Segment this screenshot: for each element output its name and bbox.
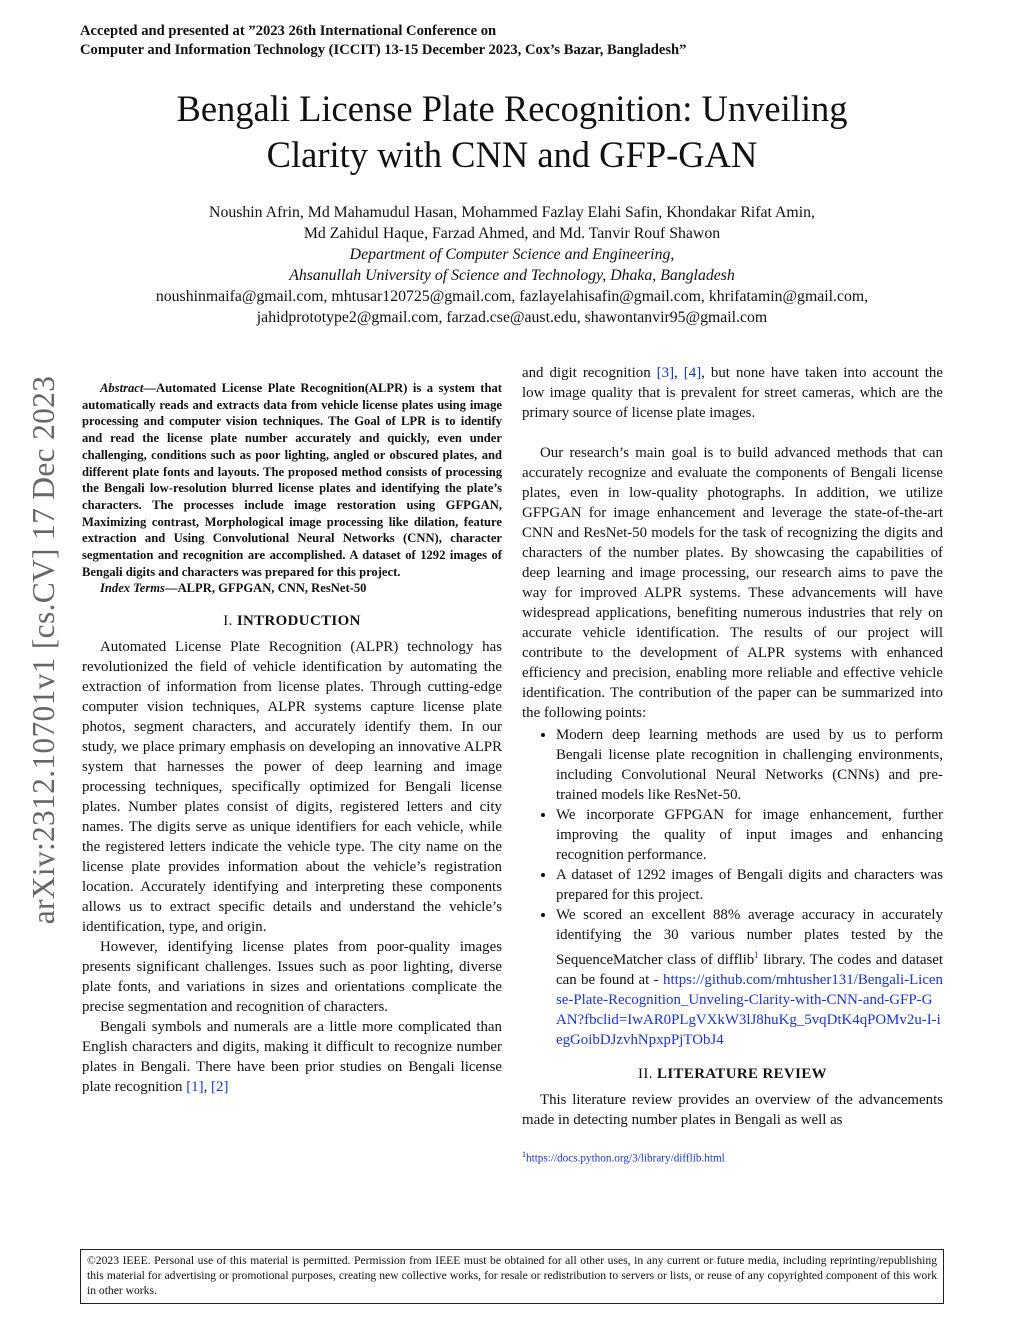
abstract-lead: Abstract [100, 381, 144, 395]
contribution-item-4-text: We scored an excellent 88% average accuracy in accurately identifying the 30 various number plates tested by the SequenceMatcher class of difflib [556, 907, 943, 968]
left-column [82, 380, 502, 1097]
conference-note-line2: Computer and Information Technology (ICCIT) 13-15 December 2023, Cox’s Bazar, Bangladesh” [80, 42, 687, 58]
section-title: INTRODUCTION [236, 613, 361, 630]
contribution-item-4-mid: library. The codes and dataset can be found at - [556, 951, 943, 988]
index-terms [82, 580, 502, 597]
citation-separator: , [203, 1079, 212, 1096]
abstract [82, 380, 502, 580]
paper-title [60, 86, 964, 178]
emails-line2: jahidprototype2@gmail.com, farzad.cse@aust.edu, shawontanvir95@gmail.com [256, 309, 768, 326]
citation-link-1[interactable]: [1] [186, 1079, 204, 1096]
research-goal-paragraph: Our research’s main goal is to build advanced methods that can accurately recognize and evaluate the components of Bengali license plates, even in low-quality photographs. In addition, we utilize GFPGAN for image enhancement and leverage the state-of-the-art CNN and ResNet-50 models for the task of recognizing the digits and characters of the number plates. By showcasing the capabilities of deep learning and image processing, our research aims to pave the way for improved ALPR systems. These advancements will have widespread applications, benefiting numerous industries that rely on accurate vehicle identification. The results of our project will contribute to the development of ALPR systems with enhanced efficiency and precision, enabling more reliable and effective vehicle identification. The contribution of the paper can be summarized into the following points: [522, 445, 943, 721]
citation-link-2[interactable]: [2] [211, 1079, 229, 1096]
index-terms-lead: Index Terms [100, 581, 165, 596]
contribution-item-1: • Modern deep learning methods are used by us to perform Bengali license plate recognition in challenging environments, including Convolutional Neural Networks (CNNs) and pre-trained models like ResNet-50. [556, 725, 943, 805]
contribution-item-4 [556, 905, 943, 1050]
conference-note-line1: Accepted and presented at ”2023 26th International Conference on [80, 23, 497, 39]
intro-paragraph-3 [82, 1017, 502, 1097]
continuation-start: and digit recognition [522, 365, 657, 381]
intro-continuation [522, 363, 943, 423]
department: Department of Computer Science and Engineering, [349, 246, 675, 263]
author-block [60, 202, 964, 328]
intro-paragraph-3-text: Bengali symbols and numerals are a little more complicated than English characters and digits, making it difficult to recognize number plates in Bengali. There have been prior studies on Bengali license plate recognition [82, 1019, 502, 1096]
author-names-line1: Noushin Afrin, Md Mahamudul Hasan, Mohammed Fazlay Elahi Safin, Khondakar Rifat Amin, [209, 204, 815, 221]
section-title: LITERATURE REVIEW [657, 1065, 827, 1082]
paper-title-line2: Clarity with CNN and GFP-GAN [266, 134, 758, 175]
footnote [522, 1148, 943, 1166]
paper-title-line1: Bengali License Plate Recognition: Unveiling [176, 88, 848, 129]
abstract-text: —Automated License Plate Recognition(ALPR) is a system that automatically reads and extracts data from vehicle license plates using image processing and computer vision techniques. The Goal of LPR is to identify and read the license plate number accurately and quickly, even under challenging, conditions such as poor lighting, angled or obscured plates, and different plate fonts and layouts. The proposed method consists of processing the Bengali low-resolution blurred license plates and identifying the plate’s characters. The processes include image restoration using GFPGAN, Maximizing contrast, Morphological image processing like dilation, feature extraction and Using Convolutional Neural Networks (CNN), character segmentation and recognition are accomplished. A dataset of 1292 images of Bengali digits and characters was prepared for this project. [82, 381, 502, 579]
footnote-mark[interactable]: 1 [754, 950, 759, 960]
section-heading-literature-review [522, 1064, 943, 1084]
citation-link-4[interactable]: [4] [683, 365, 702, 381]
index-terms-text: —ALPR, GFPGAN, CNN, ResNet-50 [164, 581, 367, 596]
arxiv-sidebar [22, 350, 66, 950]
contribution-item-3: • A dataset of 1292 images of Bengali digits and characters was prepared for this project. [556, 865, 943, 905]
section-heading-introduction [82, 611, 502, 631]
continuation-end: , but none have taken into account the low image quality that is prevalent for street cameras, which are the primary source of license plate images. [522, 365, 943, 421]
contribution-item-2: • We incorporate GFPGAN for image enhancement, further improving the quality of input images and enhancing recognition performance. [556, 805, 943, 865]
arxiv-identifier: arXiv:2312.10701v1 [cs.CV] 17 Dec 2023 [26, 375, 61, 925]
section-number: II. [638, 1065, 653, 1082]
emails-line1: noushinmaifa@gmail.com, mhtusar120725@gmail.com, fazlayelahisafin@gmail.com, khrifatamin@gmail.com, [155, 288, 869, 305]
intro-paragraph-1: Automated License Plate Recognition (ALPR) technology has revolutionized the field of vehicle identification by automating the extraction of information from license plates. Through cutting-edge computer vision techniques, ALPR systems capture license plate photos, segment characters, and accurately identify them. In our study, we place primary emphasis on developing an innovative ALPR system that harnesses the power of deep learning and image processing techniques, specifically optimized for Bengali license plates. Number plates consist of digits, registered letters and city names. The digits serve as unique identifiers for each vehicle, while the registered letters indicate the vehicle type. The city name on the license plate provides information about the vehicle’s registration location. Accurately identifying and interpreting these components allows us to extract specific details and understand the vehicle’s identification, type, and origin. [82, 639, 502, 936]
section-number: I. [223, 613, 233, 630]
citation-link-3[interactable]: [3] [656, 365, 675, 381]
conference-note [80, 22, 960, 60]
footnote-number: 1 [522, 1149, 526, 1159]
author-names-line2: Md Zahidul Haque, Farzad Ahmed, and Md. Tanvir Rouf Shawon [303, 225, 721, 242]
university: Ahsanullah University of Science and Technology, Dhaka, Bangladesh [289, 267, 735, 284]
difflib-doc-link[interactable]: https://docs.python.org/3/library/difflib.html [526, 1152, 725, 1165]
github-link[interactable]: https://github.com/mhtusher131/Bengali-License-Plate-Recognition_Unveling-Clarity-with-CNN-and-GFP-GAN?fbclid=IwAR0PLgVXkW3lJ8huKg_5vqDtK4qPOMv2u-I-iegGoibDJzvhNpxpPjTObJ4 [556, 971, 943, 1048]
contribution-list [522, 725, 943, 1050]
copyright-notice: ©2023 IEEE. Personal use of this material is permitted. Permission from IEEE must be obtained for all other uses, in any current or future media, including reprinting/republishing this material for advertising or promotional purposes, creating new collective works, for resale or redistribution to servers or lists, or reuse of any copyrighted component of this work in other works. [80, 1249, 944, 1304]
intro-paragraph-2: However, identifying license plates from poor-quality images presents significant challenges. Issues such as poor lighting, diverse plate fonts, and variations in sizes and orientations complicate the precise segmentation and recognition of characters. [82, 939, 502, 1016]
right-column [522, 363, 943, 1166]
literature-paragraph-1: This literature review provides an overview of the advancements made in detecting number plates in Bengali as well as [522, 1091, 943, 1128]
citation-separator: , [674, 365, 684, 381]
